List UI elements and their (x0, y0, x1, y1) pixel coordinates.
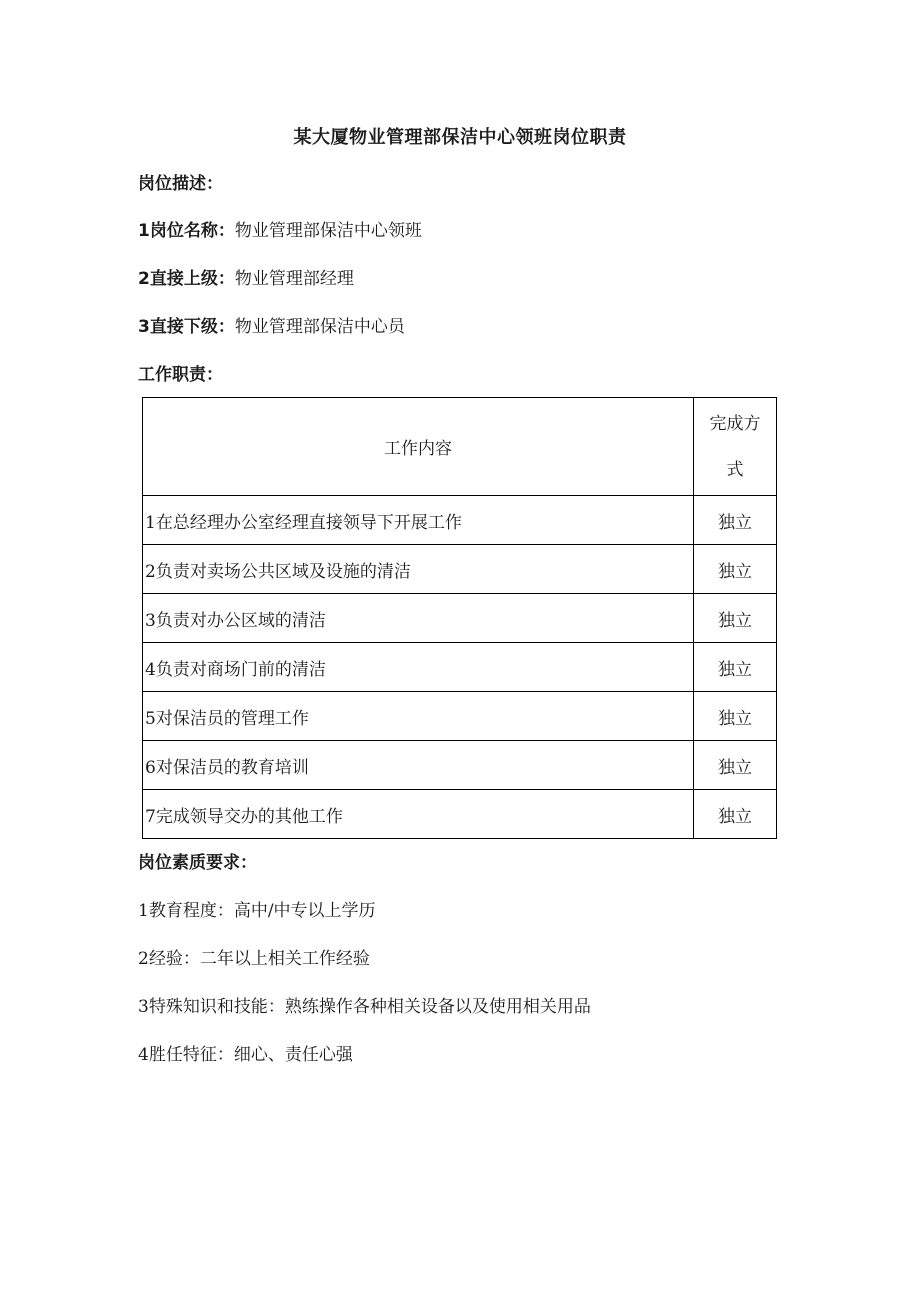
description-item-2-num: 2 (138, 269, 150, 289)
column-header-mode (694, 398, 777, 496)
duty-mode: 独立 (694, 643, 777, 692)
document-title: 某大厦物业管理部保洁中心领班岗位职责 (293, 127, 627, 148)
table-row (143, 692, 777, 741)
duty-mode: 独立 (694, 741, 777, 790)
table-row (143, 790, 777, 839)
duty-content: 6对保洁员的教育培训 (143, 741, 694, 790)
duty-mode: 独立 (694, 594, 777, 643)
requirement-item-4: 4胜任特征：细心、责任心强 (138, 1045, 353, 1065)
duty-mode: 独立 (694, 790, 777, 839)
description-item-2-value: 物业管理部经理 (234, 269, 354, 289)
column-header-mode-line2: 式 (726, 459, 744, 480)
duty-mode: 独立 (694, 692, 777, 741)
duty-content: 5对保洁员的管理工作 (143, 692, 694, 741)
description-item-1-value: 物业管理部保洁中心领班 (234, 221, 422, 241)
duty-mode: 独立 (694, 496, 777, 545)
duty-mode: 独立 (694, 545, 777, 594)
requirement-item-1: 1教育程度：高中/中专以上学历 (138, 901, 376, 921)
duties-table (142, 397, 777, 839)
description-item-3-value: 物业管理部保洁中心员 (234, 317, 405, 337)
table-row (143, 643, 777, 692)
description-item-1 (138, 217, 422, 245)
duty-content: 3负责对办公区域的清洁 (143, 594, 694, 643)
duty-content: 1在总经理办公室经理直接领导下开展工作 (143, 496, 694, 545)
description-item-3-key: 直接下级： (149, 317, 235, 337)
table-row (143, 545, 777, 594)
description-item-1-num: 1 (138, 221, 150, 241)
requirement-item-2: 2经验：二年以上相关工作经验 (138, 949, 370, 969)
table-row (143, 594, 777, 643)
column-header-content: 工作内容 (143, 398, 694, 496)
column-header-mode-line1: 完成方 (709, 413, 761, 434)
description-item-2-key: 直接上级： (149, 269, 235, 289)
description-heading: 岗位描述： (138, 174, 223, 194)
description-item-2 (138, 265, 354, 293)
duties-heading: 工作职责： (138, 365, 223, 385)
table-row (143, 496, 777, 545)
duty-content: 7完成领导交办的其他工作 (143, 790, 694, 839)
table-row (143, 741, 777, 790)
requirement-item-3: 3特殊知识和技能：熟练操作各种相关设备以及使用相关用品 (138, 997, 591, 1017)
description-item-3 (138, 313, 405, 341)
description-item-3-num: 3 (138, 317, 150, 337)
duty-content: 2负责对卖场公共区域及设施的清洁 (143, 545, 694, 594)
description-item-1-key: 岗位名称： (149, 221, 235, 241)
duty-content: 4负责对商场门前的清洁 (143, 643, 694, 692)
requirements-heading: 岗位素质要求： (138, 853, 257, 873)
duties-table-header-row (143, 398, 777, 496)
